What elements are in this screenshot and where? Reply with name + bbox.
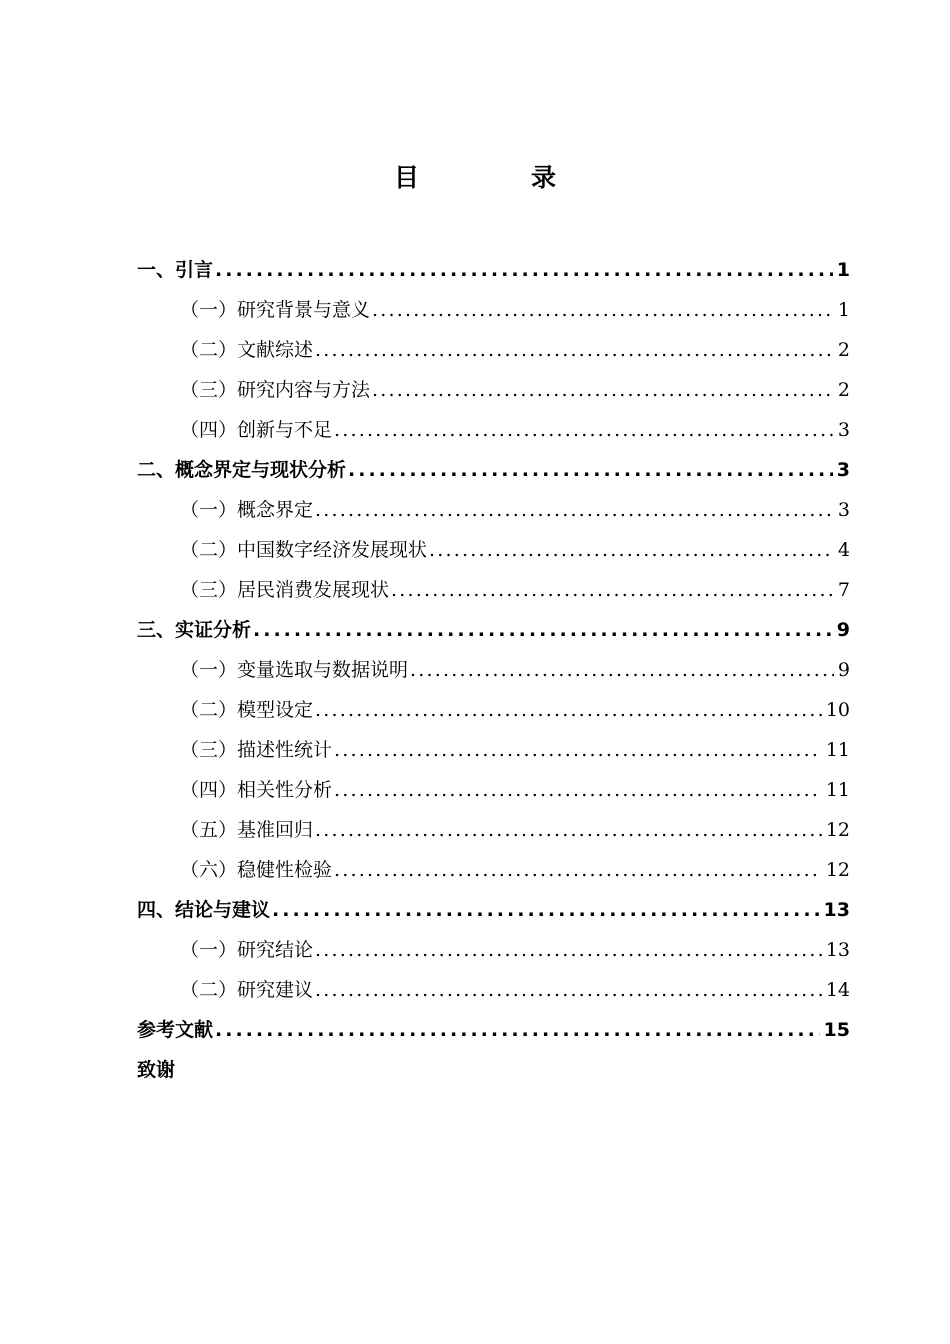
toc-entry-page: 2: [837, 339, 850, 361]
toc-entry[interactable]: [137, 530, 850, 570]
toc-entry-page: 10: [825, 699, 850, 721]
toc-dot-leader: [315, 930, 822, 970]
toc-dot-leader: [315, 330, 834, 370]
toc-entry-label: （三）居民消费发展现状: [180, 579, 390, 601]
toc-entry-page: 13: [825, 939, 850, 961]
toc-entry-label: 二、概念界定与现状分析: [137, 459, 347, 481]
toc-dot-leader: [334, 770, 822, 810]
toc-entry-label: （二）文献综述: [180, 339, 314, 361]
toc-entry[interactable]: [137, 610, 850, 650]
toc-entry-page: 14: [825, 979, 850, 1001]
toc-entry-label: （二）研究建议: [180, 979, 314, 1001]
toc-entry[interactable]: [137, 250, 850, 290]
toc-entry-label: （一）研究结论: [180, 939, 314, 961]
toc-entry-page: 3: [836, 459, 850, 481]
toc-dot-leader: [215, 250, 833, 290]
toc-dot-leader: [272, 890, 820, 930]
toc-entry-label: 参考文献: [137, 1019, 214, 1041]
toc-dot-leader: [253, 610, 833, 650]
toc-entry-page: 11: [825, 779, 850, 801]
toc-entry-label: 三、实证分析: [137, 619, 252, 641]
toc-entry-page: 1: [837, 299, 850, 321]
toc-entry-label: （二）模型设定: [180, 699, 314, 721]
toc-entry[interactable]: [137, 650, 850, 690]
toc-entry-page: 3: [837, 499, 850, 521]
toc-entry[interactable]: [137, 570, 850, 610]
toc-entry-label: （一）研究背景与意义: [180, 299, 371, 321]
toc-entry[interactable]: [137, 1050, 850, 1090]
toc-dot-leader: [315, 810, 822, 850]
toc-entry[interactable]: [137, 770, 850, 810]
toc-dot-leader: [315, 690, 822, 730]
toc-entry-page: 4: [837, 539, 850, 561]
toc-entry-page: 13: [823, 899, 850, 921]
toc-title: [0, 158, 950, 194]
toc-entry-page: 7: [837, 579, 850, 601]
toc-entry-page: 9: [836, 619, 850, 641]
toc-entry[interactable]: [137, 490, 850, 530]
toc-dot-leader: [334, 850, 822, 890]
table-of-contents: [137, 250, 850, 1090]
toc-entry[interactable]: [137, 330, 850, 370]
toc-entry[interactable]: [137, 290, 850, 330]
toc-entry[interactable]: [137, 730, 850, 770]
toc-entry[interactable]: [137, 930, 850, 970]
toc-entry-page: 12: [825, 859, 850, 881]
toc-entry[interactable]: [137, 410, 850, 450]
toc-dot-leader: [429, 530, 834, 570]
toc-entry-page: 12: [825, 819, 850, 841]
toc-dot-leader: [334, 410, 834, 450]
toc-entry-label: （三）描述性统计: [180, 739, 333, 761]
toc-dot-leader: [372, 370, 834, 410]
toc-entry[interactable]: [137, 970, 850, 1010]
toc-dot-leader: [348, 450, 833, 490]
toc-entry[interactable]: [137, 890, 850, 930]
toc-entry[interactable]: [137, 370, 850, 410]
toc-entry-label: （四）创新与不足: [180, 419, 333, 441]
toc-entry-label: （五）基准回归: [180, 819, 314, 841]
toc-entry[interactable]: [137, 1010, 850, 1050]
toc-entry-page: 2: [837, 379, 850, 401]
toc-entry-page: 1: [836, 259, 850, 281]
toc-entry-label: （四）相关性分析: [180, 779, 333, 801]
toc-entry-page: 3: [837, 419, 850, 441]
toc-entry-label: （六）稳健性检验: [180, 859, 333, 881]
toc-dot-leader: [334, 730, 822, 770]
toc-entry-page: 15: [823, 1019, 850, 1041]
toc-entry[interactable]: [137, 450, 850, 490]
toc-entry[interactable]: [137, 690, 850, 730]
toc-title-char: 目: [393, 163, 419, 192]
toc-entry-label: 致谢: [137, 1059, 176, 1081]
toc-entry[interactable]: [137, 810, 850, 850]
toc-entry-label: 四、结论与建议: [137, 899, 271, 921]
toc-entry-label: （二）中国数字经济发展现状: [180, 539, 428, 561]
toc-entry-page: 11: [825, 739, 850, 761]
toc-entry-label: 一、引言: [137, 259, 214, 281]
toc-entry-label: （一）概念界定: [180, 499, 314, 521]
toc-entry-page: 9: [837, 659, 850, 681]
toc-dot-leader: [315, 490, 834, 530]
toc-entry-label: （一）变量选取与数据说明: [180, 659, 409, 681]
toc-title-char: 录: [531, 163, 557, 192]
toc-entry[interactable]: [137, 850, 850, 890]
toc-dot-leader: [391, 570, 834, 610]
toc-dot-leader: [410, 650, 834, 690]
toc-entry-label: （三）研究内容与方法: [180, 379, 371, 401]
toc-dot-leader: [372, 290, 834, 330]
toc-dot-leader: [315, 970, 822, 1010]
toc-dot-leader: [215, 1010, 820, 1050]
